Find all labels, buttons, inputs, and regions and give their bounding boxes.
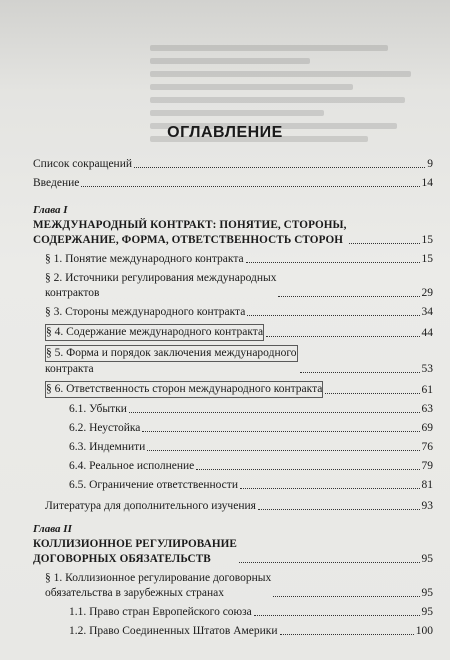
chapter-2-heading[interactable]: КОЛЛИЗИОННОЕ РЕГУЛИРОВАНИЕ ДОГОВОРНЫХ ОБЯЗАТЕЛЬСТВ 95 <box>33 538 433 565</box>
page-number: 14 <box>421 177 433 189</box>
toc-entry-section-2-1[interactable]: § 1. Коллизионное регулирование договорных обязательства в зарубежных странах 95 <box>45 572 433 599</box>
toc-entry-section-1-3[interactable]: § 3. Стороны международного контракта 34 <box>45 306 433 318</box>
chapter-2-label: Глава II <box>33 523 72 535</box>
page-number: 93 <box>421 500 433 512</box>
toc-entry-subsection-2-1-2[interactable]: 1.2. Право Соединенных Штатов Америки 100 <box>69 625 433 637</box>
table-of-contents <box>33 157 433 639</box>
toc-title: ОГЛАВЛЕНИЕ <box>167 124 283 141</box>
toc-entry-section-1-1[interactable]: § 1. Понятие международного контракта 15 <box>45 253 433 265</box>
page-number: 15 <box>421 253 433 265</box>
bleed-through-text <box>150 38 440 128</box>
page-number: 9 <box>427 158 433 170</box>
page-number: 76 <box>421 441 433 453</box>
toc-entry-subsection-6-3[interactable]: 6.3. Индемнити 76 <box>69 441 433 453</box>
toc-entry-subsection-6-1[interactable]: 6.1. Убытки 63 <box>69 403 433 415</box>
page-number: 29 <box>421 287 433 299</box>
toc-entry-subsection-2-1-1[interactable]: 1.1. Право стран Европейского союза 95 <box>69 606 433 618</box>
toc-entry-introduction[interactable]: Введение 14 <box>33 177 433 189</box>
page-number: 34 <box>421 306 433 318</box>
page-number: 53 <box>421 363 433 375</box>
toc-entry-section-1-6[interactable]: § 6. Ответственность сторон международного контракта 61 <box>46 383 433 396</box>
page-number: 81 <box>421 479 433 491</box>
toc-entry-subsection-6-5[interactable]: 6.5. Ограничение ответственности 81 <box>69 479 433 491</box>
page-number: 95 <box>421 606 433 618</box>
page-number: 15 <box>421 234 433 246</box>
toc-entry-section-1-4[interactable]: § 4. Содержание международного контракта 44 <box>46 326 433 339</box>
toc-entry-section-1-5[interactable]: § 5. Форма и порядок заключения международного контракта 53 <box>45 347 433 375</box>
page-number: 79 <box>421 460 433 472</box>
toc-entry-abbreviations[interactable]: Список сокращений 9 <box>33 158 433 170</box>
page-number: 69 <box>421 422 433 434</box>
toc-entry-literature[interactable]: Литература для дополнительного изучения 93 <box>45 500 433 512</box>
page-number: 61 <box>421 384 433 396</box>
page-number: 44 <box>421 327 433 339</box>
page-number: 95 <box>421 553 433 565</box>
toc-entry-subsection-6-2[interactable]: 6.2. Неустойка 69 <box>69 422 433 434</box>
page-number: 95 <box>421 587 433 599</box>
page-number: 63 <box>421 403 433 415</box>
chapter-1-heading[interactable]: МЕЖДУНАРОДНЫЙ КОНТРАКТ: ПОНЯТИЕ, СТОРОНЫ, СОДЕРЖАНИЕ, ФОРМА, ОТВЕТСТВЕННОСТЬ СТОРОН 15 <box>33 219 433 246</box>
page-number: 100 <box>415 625 433 637</box>
chapter-1-label: Глава I <box>33 204 68 216</box>
toc-entry-section-1-2[interactable]: § 2. Источники регулирования международных контрактов 29 <box>45 272 433 299</box>
toc-entry-subsection-6-4[interactable]: 6.4. Реальное исполнение 79 <box>69 460 433 472</box>
